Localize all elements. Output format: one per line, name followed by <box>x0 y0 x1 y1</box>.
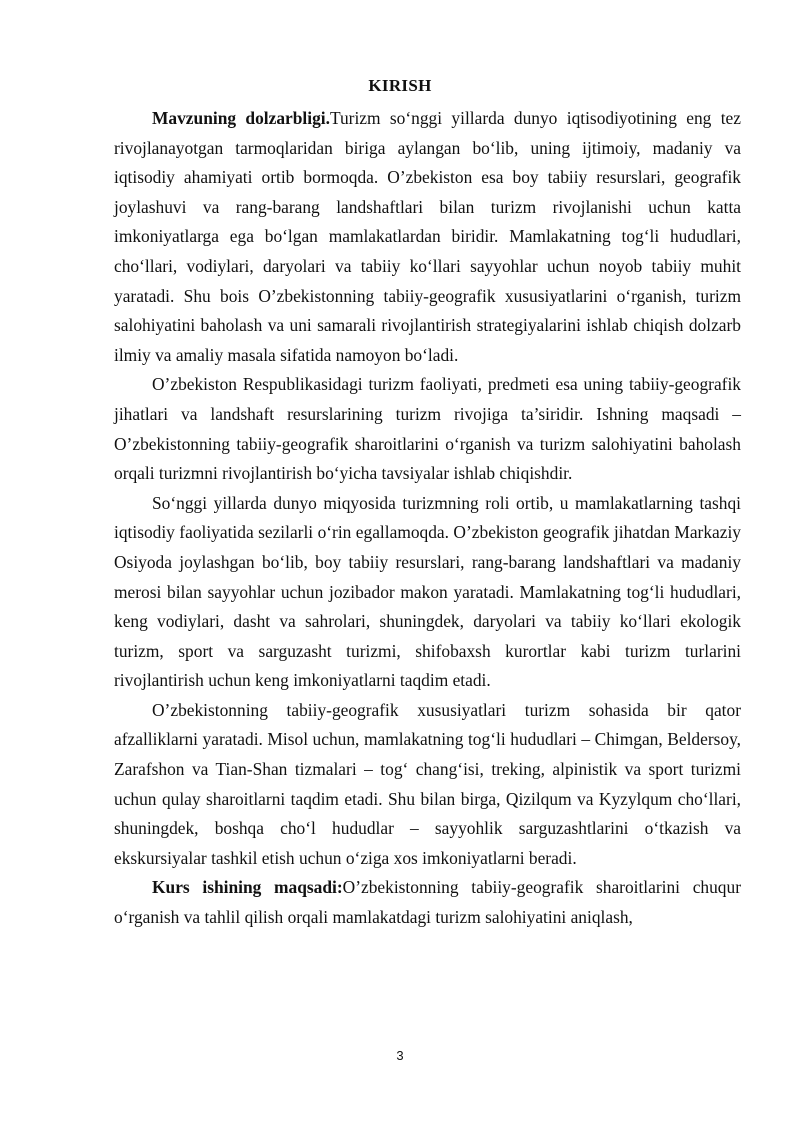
paragraph-text: O’zbekistonning tabiiy-geografik sharoitlarini chuqur o‘rganish va tahlil qilish orqali mamlakatdagi turizm salohiyatini aniqlash, <box>114 877 741 928</box>
paragraph-relevance <box>114 104 741 370</box>
paragraph-text: So‘nggi yillarda dunyo miqyosida turizmning roli ortib, u mamlakatlarning tashqi iqtisodiy faoliyatida sezilarli o‘rin egallamoqda. O’zbekiston geografik jihatdan Markaziy Osiyoda joylashgan bo‘lib, boy tabiiy resurslari, rang-barang landshaftlari va madaniy merosi bilan sayyohlar uchun jozibador makon yaratadi. Mamlakatning tog‘li hududlari, keng vodiylari, dasht va sahrolari, shuningdek, daryolari va tabiiy ko‘llari ekologik turizm, sport va sarguzasht turizmi, shifobaxsh kurortlar kabi turizm turlarini rivojlantirish uchun keng imkoniyatlarni taqdim etadi. <box>114 492 741 691</box>
page-number: 3 <box>396 1048 404 1063</box>
paragraph-lead: Kurs ishining maqsadi: <box>152 877 343 898</box>
paragraph-subject <box>114 370 741 488</box>
paragraph-text: O’zbekiston Respublikasidagi turizm faoliyati, predmeti esa uning tabiiy-geografik jihatlari va landshaft resurslarining turizm rivojiga ta’siridir. Ishning maqsadi – O’zbekistonning tabiiy-geografik sharoitlarini o‘rganish va turizm salohiyatini baholash orqali turizmni rivojlantirish bo‘yicha tavsiyalar ishlab chiqishdir. <box>114 374 741 484</box>
paragraph-world-tourism <box>114 489 741 696</box>
page-title: KIRISH <box>368 76 432 95</box>
paragraph-course-goal <box>114 873 741 932</box>
paragraph-advantages <box>114 696 741 874</box>
paragraph-text: Turizm so‘nggi yillarda dunyo iqtisodiyotining eng tez rivojlanayotgan tarmoqlaridan biriga aylangan bo‘lib, uning ijtimoiy, madaniy va iqtisodiy ahamiyati ortib bormoqda. O’zbekiston esa boy tabiiy resurslari, geografik joylashuvi va rang-barang landshaftlari bilan turizm rivojlanishi uchun katta imkoniyatlarga ega bo‘lgan mamlakatlardan biridir. Mamlakatning tog‘li hududlari, cho‘llari, vodiylari, daryolari va tabiiy ko‘llari sayyohlar uchun noyob tabiiy muhit yaratadi. Shu bois O’zbekistonning tabiiy-geografik xususiyatlarini o‘rganish, turizm salohiyatini baholash va uni samarali rivojlantirish strategiyalarini ishlab chiqish dolzarb ilmiy va amaliy masala sifatida namoyon bo‘ladi. <box>114 108 741 365</box>
body-text <box>114 104 741 933</box>
paragraph-lead: Mavzuning dolzarbligi. <box>152 108 330 128</box>
paragraph-text: O’zbekistonning tabiiy-geografik xususiyatlari turizm sohasida bir qator afzalliklarni yaratadi. Misol uchun, mamlakatning tog‘li hududlari – Chimgan, Beldersoy, Zarafshon va Tian-Shan tizmalari – tog‘ chang‘isi, treking, alpinistik va sport turizmi uchun qulay sharoitlarni taqdim etadi. Shu bilan birga, Qizilqum va Kyzylqum cho‘llari, shuningdek, boshqa cho‘l hududlar – sayyohlik sarguzashtlarini o‘tkazish va ekskursiyalar tashkil etish uchun o‘ziga xos imkoniyatlarni beradi. <box>114 699 741 868</box>
